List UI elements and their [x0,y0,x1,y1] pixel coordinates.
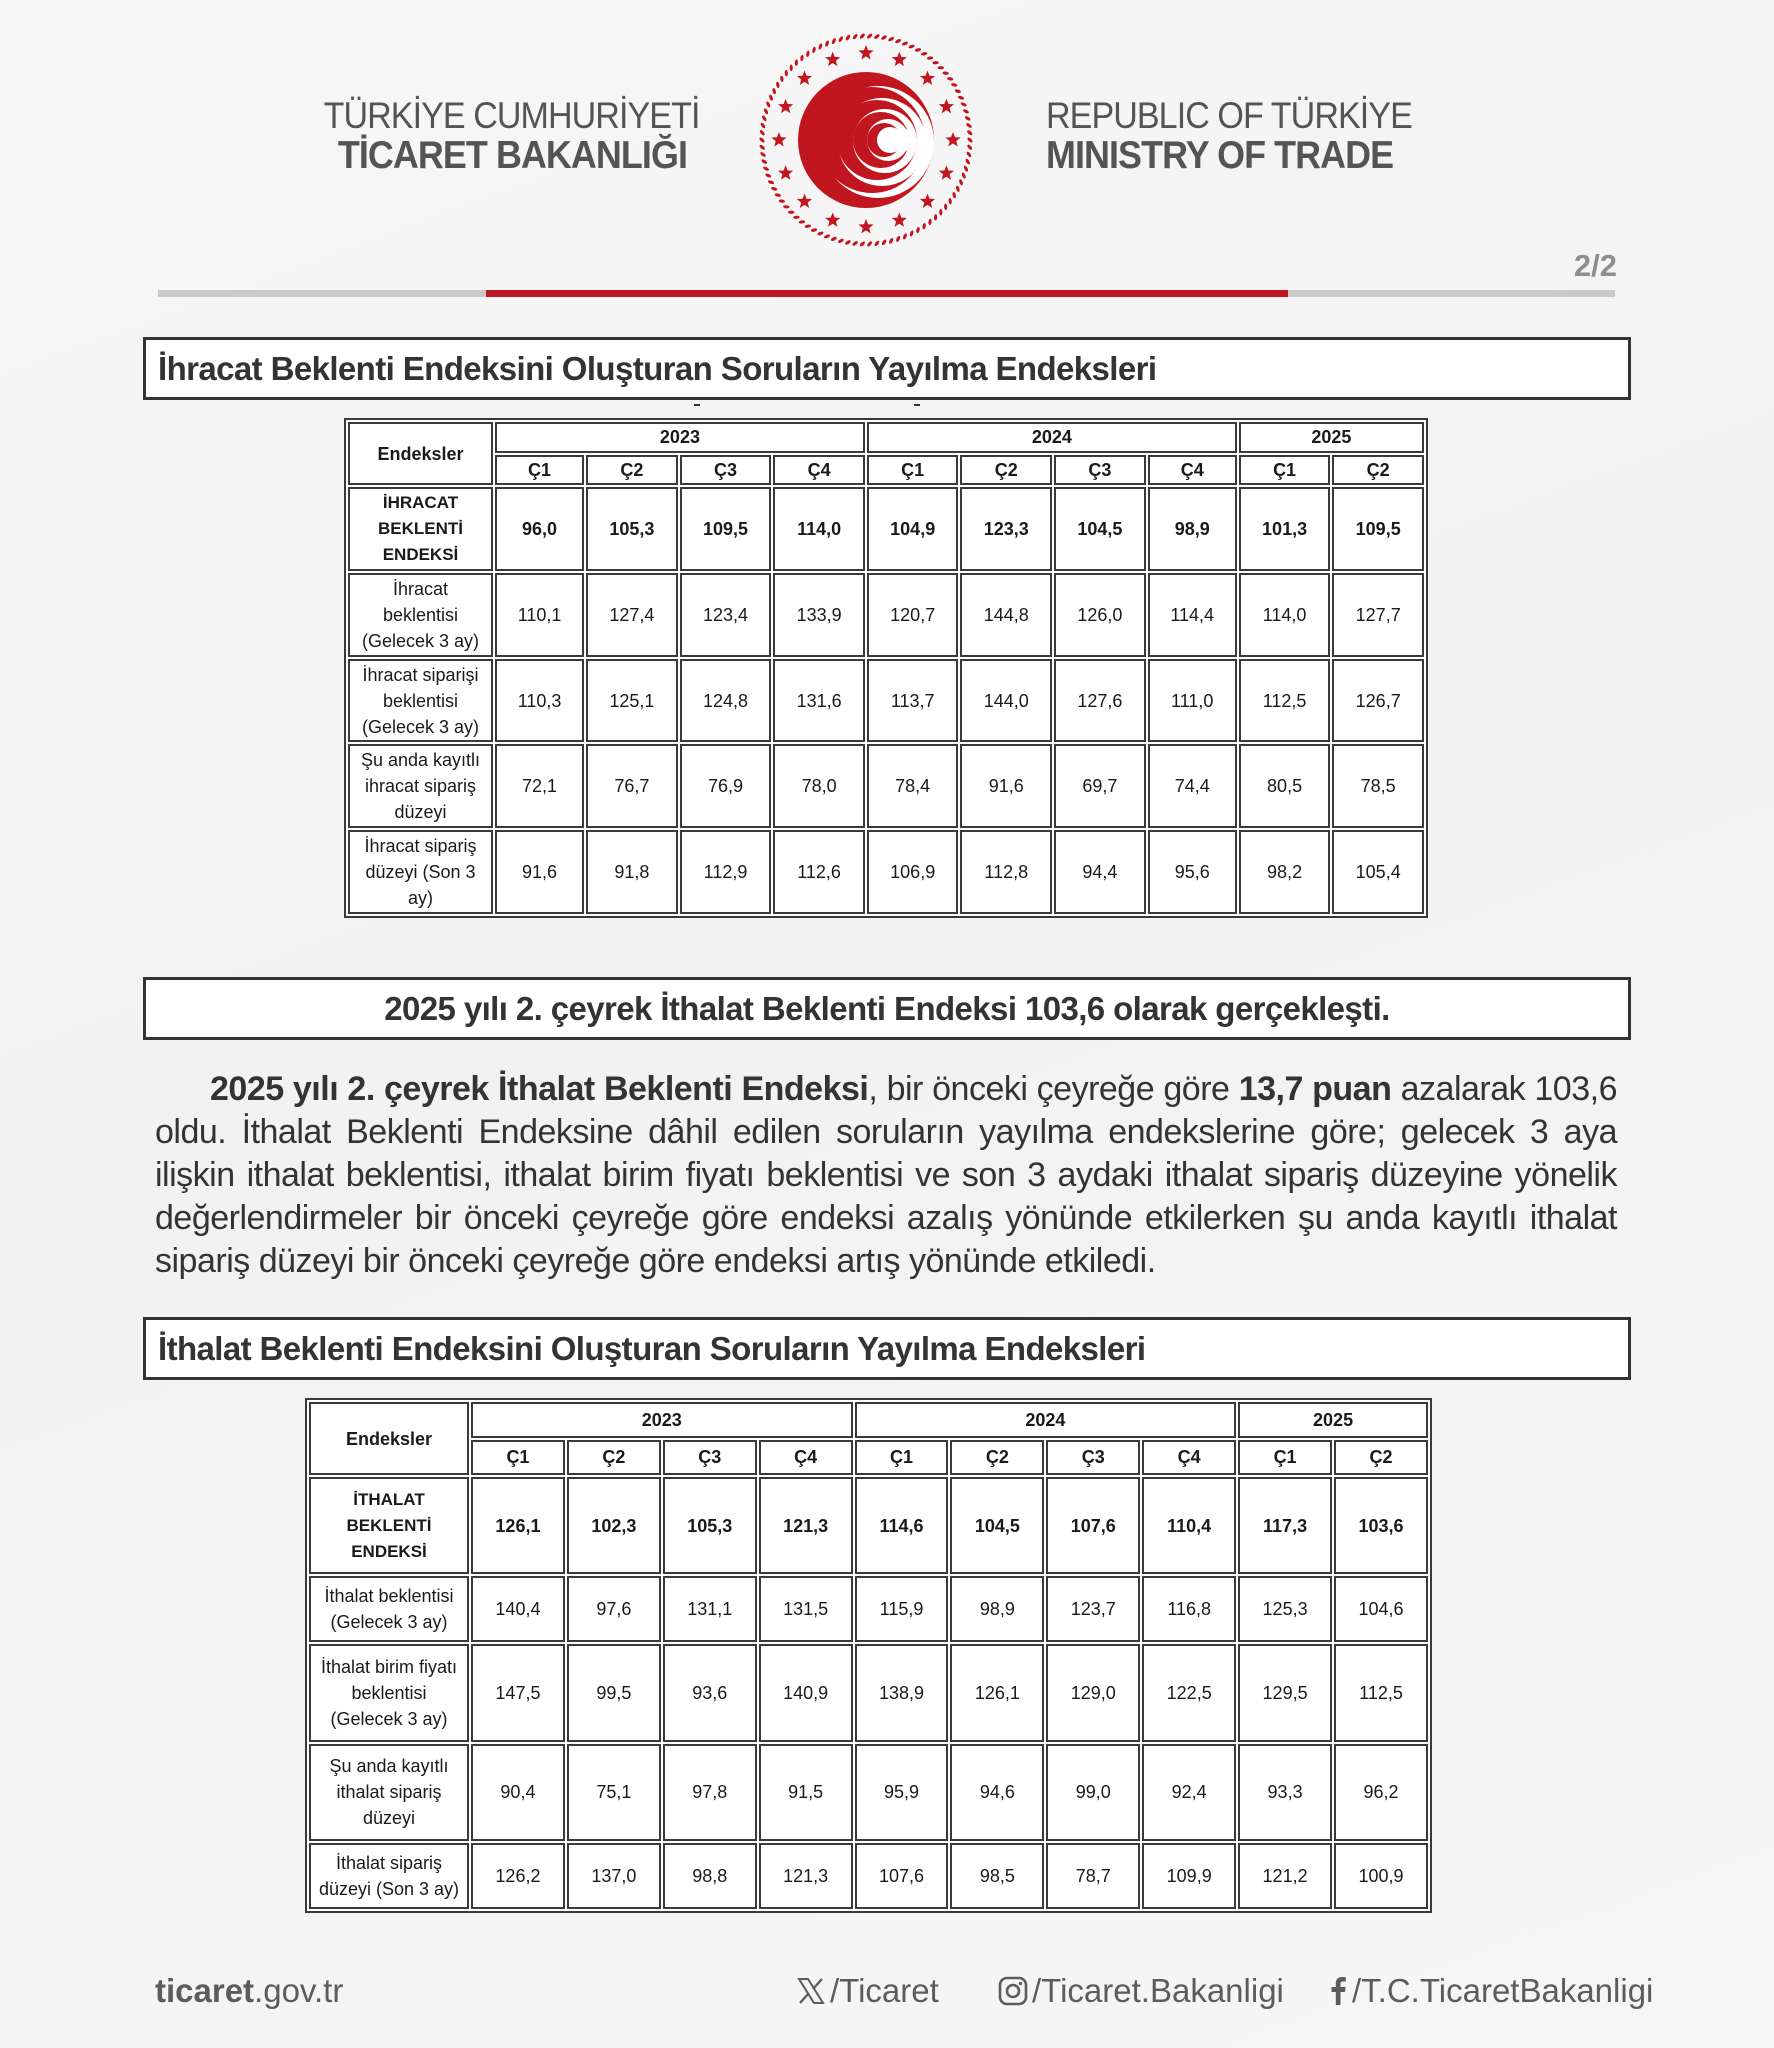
value-cell: 96,2 [1334,1744,1428,1841]
table-row [348,744,1424,828]
rope-segment [873,33,880,40]
star-icon [945,132,960,147]
value-cell: 109,5 [680,487,772,571]
table-row [309,1644,1428,1741]
export-section-title-box [143,337,1631,400]
rope-segment [938,66,944,69]
star-icon [771,132,786,147]
rope-segment [951,83,958,88]
headline: 2025 yılı 2. çeyrek İthalat Beklenti Endeksi 103,6 olarak gerçekleşti. [384,990,1390,1027]
value-cell: 104,5 [950,1477,1044,1574]
rope-segment [806,50,810,57]
value-cell: 107,6 [1046,1477,1140,1574]
row-label: İthalat beklentisi (Gelecek 3 ay) [309,1576,469,1642]
rope-segment [760,122,766,129]
value-cell: 98,9 [950,1576,1044,1642]
rope-segment [844,239,851,245]
row-label: İhracat beklentisi (Gelecek 3 ay) [348,573,493,657]
value-cell: 112,6 [773,830,865,914]
rope-segment [965,122,972,128]
quarter-header: Ç4 [1142,1440,1236,1476]
paragraph-change: 13,7 puan [1238,1070,1392,1108]
quarter-header: Ç3 [1046,1440,1140,1476]
website-domain-bold: ticaret [155,1972,255,2009]
value-cell: 103,6 [1334,1477,1428,1574]
value-cell: 90,4 [471,1744,565,1841]
value-cell: 110,4 [1142,1477,1236,1574]
value-cell: 126,0 [1054,573,1146,657]
rope-segment [830,236,837,242]
value-cell: 105,4 [1332,830,1424,914]
rope-segment [859,241,866,248]
page-indicator: 2/2 [1573,248,1617,283]
value-cell: 100,9 [1334,1843,1428,1909]
rope-segment [944,204,948,211]
star-icon [858,219,873,234]
value-cell: 97,6 [567,1576,661,1642]
header-divider-accent [486,290,1288,297]
rope-segment [895,235,901,242]
quarter-header: Ç2 [1334,1440,1428,1476]
value-cell: 114,4 [1148,573,1237,657]
value-cell: 112,5 [1334,1644,1428,1741]
table-row [348,659,1424,743]
value-cell: 80,5 [1239,744,1331,828]
rope-segment [916,227,921,234]
social-link-x[interactable] [796,1972,939,2010]
table-row [348,573,1424,657]
star-icon [892,52,907,67]
quarter-header: Ç2 [950,1440,1044,1476]
value-cell: 72,1 [495,744,584,828]
rope-segment [888,36,895,42]
value-cell: 95,9 [855,1744,949,1841]
rope-segment [901,41,908,46]
value-cell: 99,5 [567,1644,661,1741]
rope-segment [776,81,781,88]
value-cell: 137,0 [567,1843,661,1909]
value-cell: 109,9 [1142,1843,1236,1909]
value-cell: 102,3 [567,1477,661,1574]
value-cell: 98,9 [1148,487,1237,571]
rope-segment [914,48,921,53]
value-cell: 78,4 [867,744,959,828]
star-icon [825,52,840,67]
rope-segment [852,33,859,40]
value-cell: 93,6 [663,1644,757,1741]
ministry-emblem-logo [756,30,976,250]
rope-segment [845,34,851,41]
value-cell: 125,1 [586,659,678,743]
rope-segment [799,220,806,224]
rope-segment [761,115,767,122]
year-header: 2023 [471,1402,853,1438]
value-cell: 101,3 [1239,487,1331,571]
year-header: 2025 [1238,1402,1428,1438]
rope-segment [823,234,830,239]
star-icon [858,45,873,60]
value-cell: 125,3 [1238,1576,1332,1642]
x-icon [796,1976,826,2006]
paragraph-text-2: azalarak 103,6 oldu. İthalat Beklenti Endeksine dâhil edilen soruların yayılma endekslerine göre; gelecek 3 aya ilişkin ithalat beklentisi, ithalat birim fiyatı beklentisi ve son 3 aydaki ithalat sipariş düzeyine yönelik değerlendirmeler bir önceki çeyreğe göre endeksi azalış yönünde etkilerken şu anda kayıtlı ithalat sipariş düzeyi bir önceki çeyreğe göre endeksi artış yönünde etkiledi. [155,1070,1617,1280]
rope-segment [795,59,799,66]
rope-segment [761,159,768,165]
value-cell: 78,7 [1046,1843,1140,1909]
rope-segment [866,241,873,248]
rope-segment [967,137,974,144]
rope-segment [964,115,971,121]
rope-segment [762,166,769,172]
value-cell: 115,9 [855,1576,949,1642]
rope-segment [952,192,957,199]
instagram-handle: /Ticaret.Bakanligi [1032,1972,1284,2009]
import-summary-paragraph [155,1068,1617,1283]
quarter-header: Ç4 [759,1440,853,1476]
star-icon [797,194,812,209]
rope-segment [928,219,932,226]
value-cell: 104,9 [867,487,959,571]
star-icon [797,71,812,86]
value-cell: 140,4 [471,1576,565,1642]
value-cell: 121,2 [1238,1843,1332,1909]
value-cell: 92,4 [1142,1744,1236,1841]
value-cell: 98,5 [950,1843,1044,1909]
quarter-header: Ç1 [495,455,584,486]
facebook-handle: /T.C.TicaretBakanligi [1352,1972,1654,2009]
value-cell: 129,0 [1046,1644,1140,1741]
star-icon [778,165,793,180]
rope-segment [810,228,817,233]
rope-segment [763,108,769,115]
year-header: 2024 [855,1402,1237,1438]
value-cell: 99,0 [1046,1744,1140,1841]
rope-segment [963,165,969,172]
value-cell: 121,3 [759,1843,853,1909]
value-cell: 131,1 [663,1576,757,1642]
stray-mark [914,404,920,406]
value-cell: 123,3 [960,487,1052,571]
rope-segment [955,185,960,192]
rope-segment [961,172,967,179]
row-label: İthalat birim fiyatı beklentisi (Gelecek 3 ay) [309,1644,469,1741]
value-cell: 114,0 [1239,573,1331,657]
quarter-header-row [309,1440,1428,1476]
stray-mark [694,404,700,406]
quarter-header: Ç3 [663,1440,757,1476]
star-icon [920,71,935,86]
rope-segment [895,38,902,44]
row-label: İHRACAT BEKLENTİ ENDEKSİ [348,487,493,571]
value-cell: 120,7 [867,573,959,657]
value-cell: 116,8 [1142,1576,1236,1642]
value-cell: 133,9 [773,573,865,657]
quarter-header: Ç1 [1238,1440,1332,1476]
corner-header: Endeksler [348,422,493,485]
row-label: İTHALAT BEKLENTİ ENDEKSİ [309,1477,469,1574]
rope-segment [966,144,973,151]
republic-name-en: REPUBLIC OF TÜRKİYE [1046,95,1412,136]
rope-segment [921,52,928,56]
value-cell: 93,3 [1238,1744,1332,1841]
rope-segment [788,211,794,214]
rope-segment [947,77,954,81]
export-section-title: İhracat Beklenti Endeksini Oluşturan Soruların Yayılma Endeksleri [158,350,1157,387]
import-diffusion-table [305,1398,1432,1913]
table-row [309,1576,1428,1642]
value-cell: 110,1 [495,573,584,657]
table-row [309,1744,1428,1841]
value-cell: 117,3 [1238,1477,1332,1574]
rope-segment [927,56,934,60]
value-cell: 131,6 [773,659,865,743]
value-cell: 113,7 [867,659,959,743]
website-domain-rest: .gov.tr [254,1972,344,2009]
rope-segment [765,101,771,108]
year-header-row [309,1402,1428,1438]
rope-segment [966,151,972,158]
facebook-icon [1328,1976,1348,2006]
value-cell: 127,6 [1054,659,1146,743]
star-icon [939,99,954,114]
value-cell: 104,5 [1054,487,1146,571]
rope-segment [965,158,971,165]
star-icon [892,212,907,226]
rope-segment [831,38,837,45]
headline-box [143,977,1631,1040]
year-header: 2023 [495,422,865,453]
quarter-header: Ç3 [680,455,772,486]
main-index-row [309,1477,1428,1574]
instagram-icon [998,1976,1028,2006]
value-cell: 104,6 [1334,1576,1428,1642]
rope-segment [790,65,793,71]
rope-segment [793,216,800,220]
rope-segment [954,89,961,94]
value-cell: 144,0 [960,659,1052,743]
value-cell: 109,5 [1332,487,1424,571]
quarter-header-row [348,455,1424,486]
quarter-header: Ç2 [567,1440,661,1476]
value-cell: 126,7 [1332,659,1424,743]
rope-segment [774,193,781,198]
rope-segment [771,186,778,191]
ministry-title-en: MINISTRY OF TRADE [1046,134,1394,177]
row-label: İthalat sipariş düzeyi (Son 3 ay) [309,1843,469,1909]
quarter-header: Ç2 [586,455,678,486]
value-cell: 114,6 [855,1477,949,1574]
value-cell: 91,6 [960,744,1052,828]
value-cell: 114,0 [773,487,865,571]
rope-segment [948,198,952,205]
rope-segment [824,40,829,47]
website-link[interactable] [155,1972,343,2010]
rope-segment [902,233,907,240]
rope-segment [934,214,938,221]
star-icon [778,99,793,114]
value-cell: 124,8 [680,659,772,743]
rope-segment [778,199,785,203]
value-cell: 123,4 [680,573,772,657]
value-cell: 112,8 [960,830,1052,914]
rope-segment [966,129,973,136]
rope-segment [784,70,788,77]
import-section-title: İthalat Beklenti Endeksini Oluşturan Soruların Yayılma Endeksleri [158,1330,1146,1367]
year-header: 2024 [867,422,1237,453]
value-cell: 140,9 [759,1644,853,1741]
rope-segment [908,44,915,49]
value-cell: 106,9 [867,830,959,914]
quarter-header: Ç4 [773,455,865,486]
value-cell: 126,2 [471,1843,565,1909]
ministry-title-tr: TİCARET BAKANLIĞI [337,134,687,177]
value-cell: 95,6 [1148,830,1237,914]
ministry-name-en [1046,96,1466,176]
rope-segment [767,180,774,185]
value-cell: 129,5 [1238,1644,1332,1741]
rope-segment [962,108,969,114]
quarter-header: Ç2 [960,455,1052,486]
value-cell: 97,8 [663,1744,757,1841]
rope-segment [783,205,790,209]
row-label: Şu anda kayıtlı ithalat sipariş düzeyi [309,1744,469,1841]
rope-segment [772,88,777,95]
value-cell: 126,1 [471,1477,565,1574]
value-cell: 75,1 [567,1744,661,1841]
value-cell: 78,0 [773,744,865,828]
import-section-title-box [143,1317,1631,1380]
star-icon [939,165,954,180]
quarter-header: Ç1 [1239,455,1331,486]
social-link-facebook[interactable] [1328,1972,1653,2010]
value-cell: 98,2 [1239,830,1331,914]
rope-segment [852,240,859,247]
rope-segment [837,238,844,244]
value-cell: 144,8 [960,573,1052,657]
star-icon [825,212,840,226]
value-cell: 127,7 [1332,573,1424,657]
value-cell: 91,8 [586,830,678,914]
value-cell: 94,6 [950,1744,1044,1841]
table-row [309,1843,1428,1909]
star-icon [920,194,935,209]
year-header: 2025 [1239,422,1424,453]
value-cell: 110,3 [495,659,584,743]
value-cell: 112,5 [1239,659,1331,743]
row-label: İhracat sipariş düzeyi (Son 3 ay) [348,830,493,914]
paragraph-text-1: , bir önceki çeyreğe göre [868,1070,1239,1108]
quarter-header: Ç2 [1332,455,1424,486]
quarter-header: Ç3 [1054,455,1146,486]
rope-segment [909,230,914,237]
rope-segment [768,94,773,101]
rope-segment [838,36,844,43]
rope-segment [888,237,894,244]
corner-header: Endeksler [309,1402,469,1475]
value-cell: 78,5 [1332,744,1424,828]
rope-segment [881,34,888,40]
row-label: Şu anda kayıtlı ihracat sipariş düzeyi [348,744,493,828]
value-cell: 69,7 [1054,744,1146,828]
value-cell: 127,4 [586,573,678,657]
value-cell: 123,7 [1046,1576,1140,1642]
rope-segment [765,173,772,179]
rope-segment [780,75,784,82]
ministry-name-tr [292,95,700,177]
rope-segment [932,61,939,65]
value-cell: 121,3 [759,1477,853,1574]
table-row [348,830,1424,914]
value-cell: 74,4 [1148,744,1237,828]
row-label: İhracat siparişi beklentisi (Gelecek 3 ay) [348,659,493,743]
rope-segment [922,223,926,230]
rope-segment [759,137,766,144]
republic-name-tr: TÜRKİYE CUMHURİYETİ [323,95,700,136]
rope-segment [759,151,766,157]
rope-segment [818,43,823,50]
rope-segment [759,144,766,151]
year-header-row [348,422,1424,453]
value-cell: 94,4 [1054,830,1146,914]
rope-segment [881,239,887,246]
rope-segment [859,33,866,40]
x-handle: /Ticaret [830,1972,939,2009]
value-cell: 76,9 [680,744,772,828]
value-cell: 147,5 [471,1644,565,1741]
quarter-header: Ç1 [867,455,959,486]
value-cell: 107,6 [855,1843,949,1909]
value-cell: 91,5 [759,1744,853,1841]
social-link-instagram[interactable] [998,1972,1284,2010]
value-cell: 131,5 [759,1576,853,1642]
rope-segment [939,209,942,215]
main-index-row [348,487,1424,571]
value-cell: 105,3 [663,1477,757,1574]
rope-segment [804,224,811,228]
value-cell: 126,1 [950,1644,1044,1741]
rope-segment [812,46,817,53]
value-cell: 112,9 [680,830,772,914]
rope-segment [958,179,963,186]
rope-segment [817,231,824,236]
value-cell: 76,7 [586,744,678,828]
rope-segment [866,33,873,40]
export-diffusion-table [344,418,1428,918]
value-cell: 122,5 [1142,1644,1236,1741]
quarter-header: Ç1 [471,1440,565,1476]
rope-segment [759,129,766,136]
value-cell: 98,8 [663,1843,757,1909]
value-cell: 91,6 [495,830,584,914]
rope-segment [800,55,804,62]
value-cell: 138,9 [855,1644,949,1741]
paragraph-lead: 2025 yılı 2. çeyrek İthalat Beklenti Endeksi [210,1070,869,1108]
quarter-header: Ç4 [1148,455,1237,486]
rope-segment [957,95,964,100]
rope-segment [942,71,949,75]
rope-segment [874,240,881,247]
value-cell: 111,0 [1148,659,1237,743]
value-cell: 105,3 [586,487,678,571]
rope-segment [960,102,967,108]
value-cell: 96,0 [495,487,584,571]
quarter-header: Ç1 [855,1440,949,1476]
